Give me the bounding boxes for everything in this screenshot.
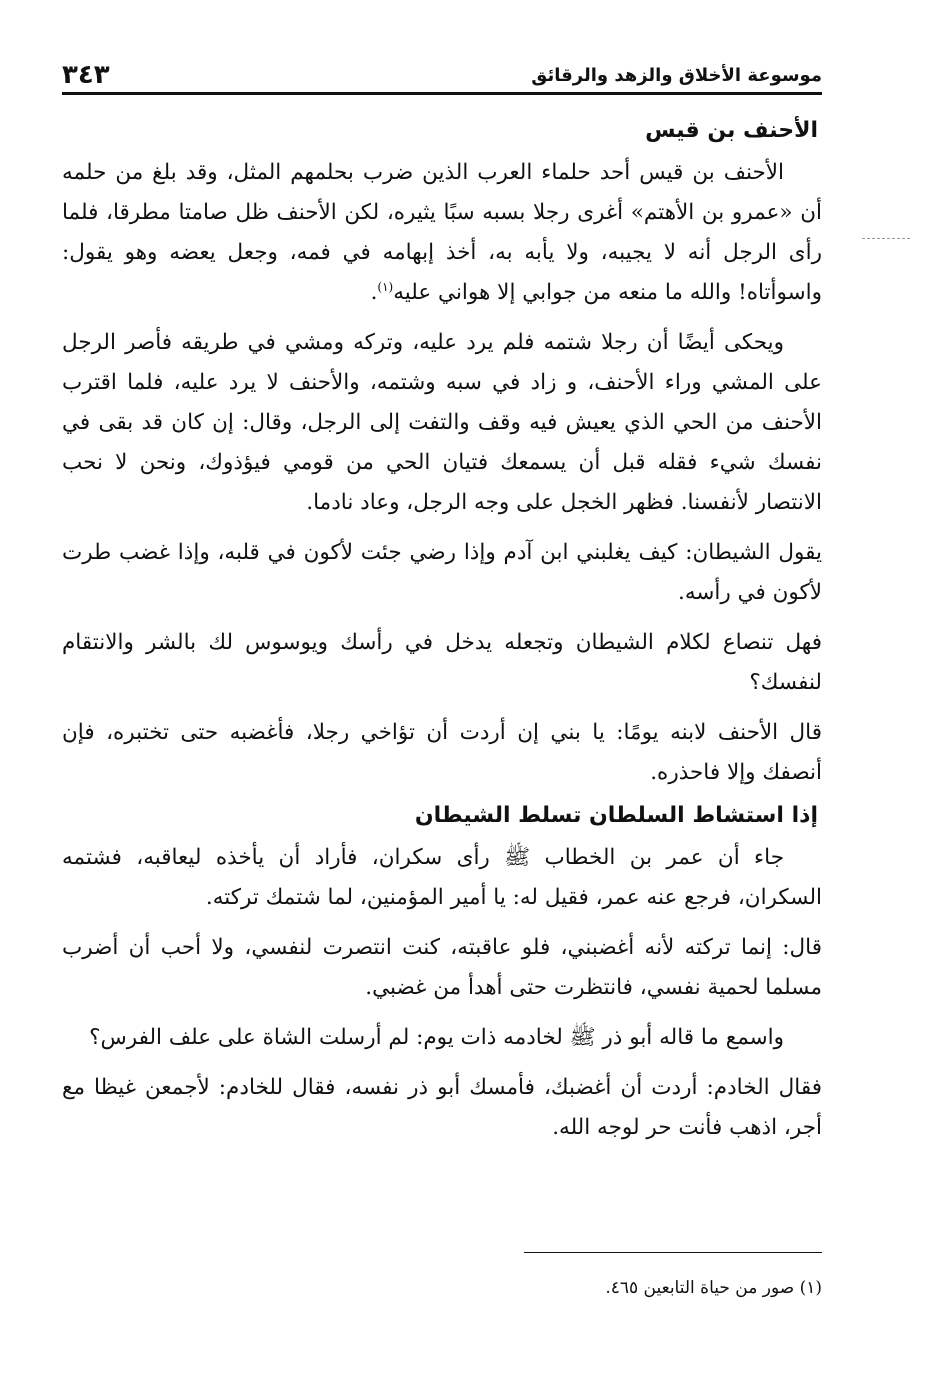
margin-mark — [862, 238, 910, 239]
paragraph: قال الأحنف لابنه يومًا: يا بني إن أردت أن تؤاخي رجلا، فأغضبه حتى تختبره، فإن أنصفك وإلا فاحذره. — [62, 720, 822, 785]
section-heading: إذا استشاط السلطان تسلط الشيطان — [414, 803, 818, 828]
page-body — [62, 118, 822, 1158]
paragraph: جاء أن عمر بن الخطاب ﷺ رأى سكران، فأراد أن يأخذه ليعاقبه، فشتمه السكران، فرجع عنه عمر، فقيل له: يا أمير المؤمنين، لما شتمك تركته. — [62, 845, 822, 910]
section-heading: الأحنف بن قيس — [645, 118, 818, 143]
paragraph: ويحكى أيضًا أن رجلا شتمه فلم يرد عليه، وتركه ومشي في طريقه فأصر الرجل على المشي وراء الأحنف، و زاد في سبه وشتمه، والأحنف لا يرد عليه، فلما اقترب الأحنف من الحي الذي يعيش فيه وقف والتفت إلى الرجل، وقال: إن كان قد بقى في نفسك شيء فقله قبل أن يسمعك فتيان الحي من قومي فيؤذوك، ونحن لا نحب الانتصار لأنفسنا. فظهر الخجل على وجه الرجل، وعاد نادما. — [62, 330, 822, 515]
paragraph: قال: إنما تركته لأنه أغضبني، فلو عاقبته، كنت انتصرت لنفسي، ولا أحب أن أضرب مسلما لحمية نفسي، فانتظرت حتى أهدأ من غضبي. — [62, 935, 822, 1000]
running-title: موسوعة الأخلاق والزهد والرقائق — [531, 65, 822, 86]
footnote-divider — [524, 1252, 822, 1253]
paragraph: فهل تنصاع لكلام الشيطان وتجعله يدخل في رأسك ويوسوس لك بالشر والانتقام لنفسك؟ — [62, 630, 822, 695]
paragraph: الأحنف بن قيس أحد حلماء العرب الذين ضرب بحلمهم المثل، وقد بلغ من حلمه أن «عمرو بن الأهتم» أغرى رجلا بسبه سبًا يثيره، لكن الأحنف ظل صامتا مطرقا، فلما رأى الرجل أنه لا يجيبه، ولا يأبه به، أخذ إبهامه في فمه، وجعل يعضه وهو يقول: واسوأتاه! والله ما منعه من جوابي إلا هواني عليه$^{(١)}$. — [62, 160, 822, 305]
page-number: ٣٤٣ — [62, 60, 110, 90]
page-header — [62, 58, 822, 95]
paragraph: فقال الخادم: أردت أن أغضبك، فأمسك أبو ذر نفسه، فقال للخادم: لأجمعن غيظا مع أجر، اذهب فأنت حر لوجه الله. — [62, 1075, 822, 1140]
footnote: (١) صور من حياة التابعين ٤٦٥. — [605, 1278, 822, 1298]
paragraph: يقول الشيطان: كيف يغلبني ابن آدم وإذا رضي جئت لأكون في قلبه، وإذا غضب طرت لأكون في رأسه. — [62, 540, 822, 605]
book-page — [62, 0, 822, 1380]
paragraph: واسمع ما قاله أبو ذر ﷺ لخادمه ذات يوم: لم أرسلت الشاة على علف الفرس؟ — [89, 1025, 784, 1050]
footnote-ref[interactable]: (١) — [377, 279, 394, 294]
